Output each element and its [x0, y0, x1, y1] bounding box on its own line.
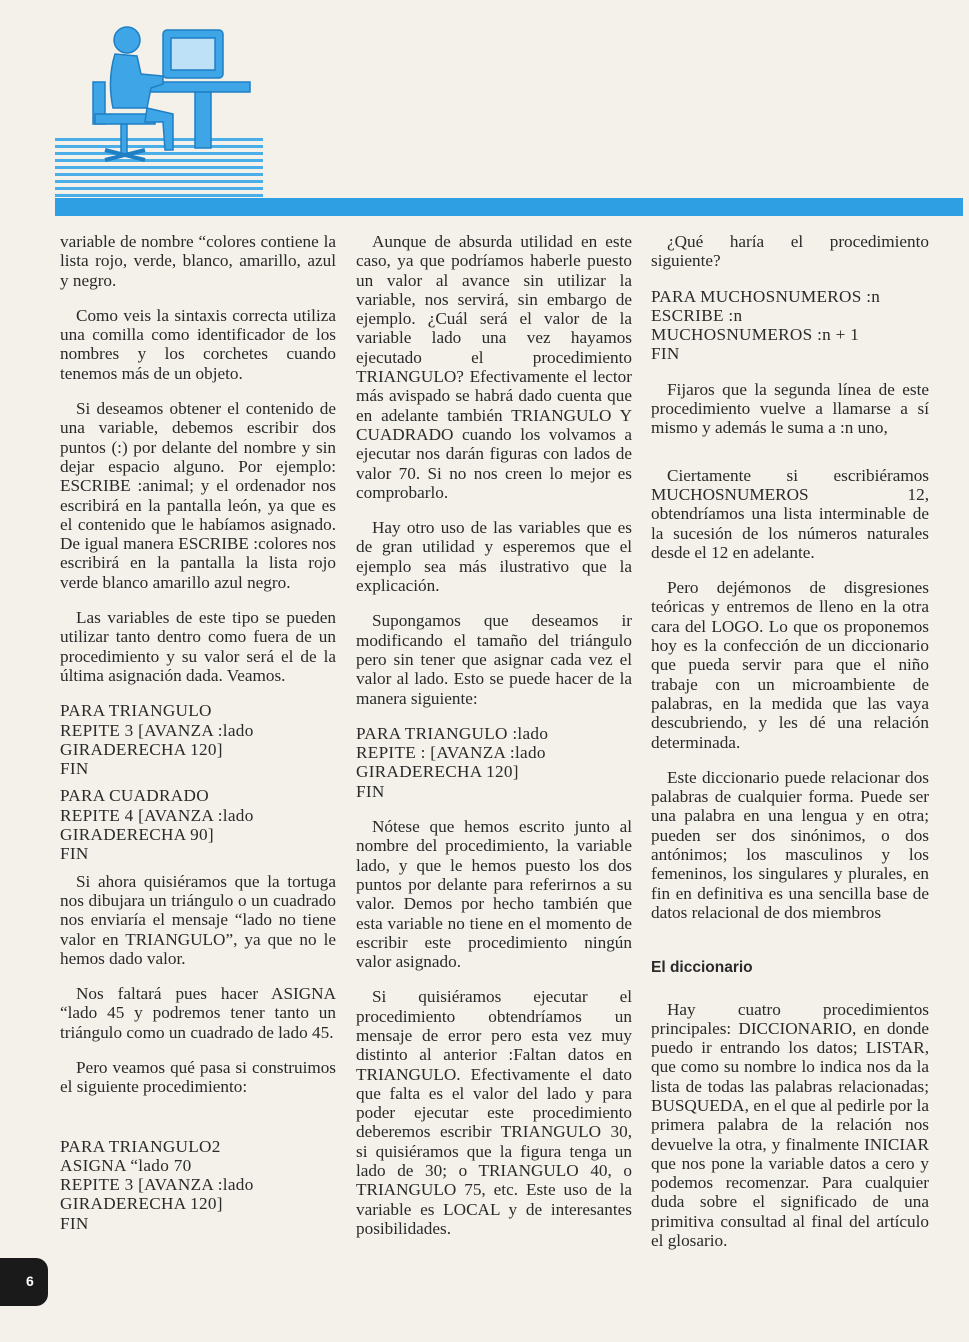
paragraph: Hay otro uso de las variables que es de gran utilidad y esperemos que el ejemplo sea más ilustrativo que la explicación. — [356, 518, 632, 596]
column-3 — [651, 232, 929, 1266]
paragraph: Fijaros que la segunda línea de este procedimiento vuelve a llamarse a sí mismo y además le suma a :n uno, — [651, 379, 929, 438]
code-block: PARA CUADRADO REPITE 4 [AVANZA :lado GIRADERECHA 90] FIN — [60, 786, 254, 864]
column-1 — [60, 232, 336, 1249]
column-2 — [356, 232, 632, 1254]
code-block: PARA TRIANGULO :lado REPITE : [AVANZA :lado GIRADERECHA 120] FIN — [356, 723, 549, 801]
paragraph: Ciertamente si escribiéramos MUCHOSNUMEROS 12, obtendríamos una lista interminable de la sucesión de los números naturales desde el 12 en adelante. — [651, 465, 929, 562]
paragraph: Aunque de absurda utilidad en este caso, ya que podríamos haberle puesto un valor al avance sin utilizar la variable, nos servirá, sin embargo de ejemplo. ¿Cuál será el valor de la variable lado una vez hayamos ejecutado el procedimiento TRIANGULO? Efectivamente el lector más avispado se habrá dado cuenta que en adelante también TRIANGULO Y CUADRADO cuando los volvamos a ejecutar nos darán figuras con lados de valor 70. Si no nos creen lo mejor es comprobarlo. — [356, 232, 632, 502]
paragraph: Pero veamos qué pasa si construimos el siguiente procedimiento: — [60, 1057, 336, 1097]
page-number: 6 — [26, 1273, 34, 1289]
paragraph: Nos faltará pues hacer ASIGNA “lado 45 y podremos tener tanto un triángulo como un cuadrado de lado 45. — [60, 984, 336, 1042]
header-band — [55, 198, 963, 216]
paragraph: Si quisiéramos ejecutar el procedimiento obtendríamos un mensaje de error pero esta vez muy distinto al anterior :Faltan datos en TRIANGULO. Efectivamente el dato que falta es el valor del lado y para poder ejecutar este procedimiento deberemos escribir TRIANGULO 30, si quisiéramos que la figura tenga un lado de 30; o TRIANGULO 40, o TRIANGULO 75, etc. Este uso de la variable es LOCAL y de interesantes posibilidades. — [356, 987, 632, 1238]
paragraph: ¿Qué haría el procedimiento siguiente? — [651, 232, 929, 271]
code-block: PARA MUCHOSNUMEROS :n ESCRIBE :n MUCHOSNUMEROS :n + 1 FIN — [651, 286, 881, 364]
paragraph: Si deseamos obtener el contenido de una variable, debemos escribir dos puntos (:) por delante del nombre y sin dejar espacio alguno. Por ejemplo: ESCRIBE :animal; y el ordenador nos escribirá en la pantalla león, ya que es el contenido que le habíamos asignado. De igual manera ESCRIBE :colores nos escribirá en la pantalla la lista rojo verde blanco amarillo azul negro. — [60, 399, 336, 592]
paragraph: Este diccionario puede relacionar dos palabras de cualquier forma. Puede ser una palabra en una lengua y en otra; pueden ser dos sinónimos, o dos antónimos; los masculinos y los femeninos, los singulares y plurales, en fin en definitiva es una sencilla base de datos relacional de dos miembros — [651, 767, 929, 922]
section-title: El diccionario — [651, 959, 753, 977]
computer-user-illustration — [55, 10, 265, 210]
page-number-tab — [0, 1258, 48, 1306]
paragraph: Como veis la sintaxis correcta utiliza una comilla como identificador de los nombres y los corchetes cuando tenemos más de un objeto. — [60, 305, 336, 383]
paragraph: Hay cuatro procedimientos principales: DICCIONARIO, en donde puedo ir entrando los datos; LISTAR, que como su nombre lo indica nos da la lista de todas las palabras relacionadas; BUSQUEDA, en el que al pedirle por la primera palabra de la relación nos devuelve la otra, y finalmente INICIAR que nos pone la variable datos a cero y podemos recomenzar. Para cualquier duda sobre el significado de una primitiva consultad al final del artículo el glosario. — [651, 999, 929, 1251]
paragraph: Supongamos que deseamos ir modificando el tamaño del triángulo pero sin tener que asignar cada vez el valor al lado. Esto se puede hacer de la manera siguiente: — [356, 611, 632, 708]
paragraph: Pero dejémonos de disgresiones teóricas y entremos de lleno en la otra cara del LOGO. Lo que os proponemos hoy es la confección de un diccionario que pueda servir para que el niño trabaje con un microambiente de palabras, en la medida que las vaya descubriendo, y les dé una relación determinada. — [651, 578, 929, 752]
code-block: PARA TRIANGULO REPITE 3 [AVANZA :lado GIRADERECHA 120] FIN — [60, 701, 254, 779]
paragraph: Las variables de este tipo se pueden utilizar tanto dentro como fuera de un procedimiento y su valor será el de la última asignación dada. Veamos. — [60, 608, 336, 685]
code-block: PARA TRIANGULO2 ASIGNA “lado 70 REPITE 3 [AVANZA :lado GIRADERECHA 120] FIN — [60, 1136, 254, 1233]
paragraph: Nótese que hemos escrito junto al nombre del procedimiento, la variable lado, y que le hemos puesto los dos puntos por delante para referirnos a su valor. Demos por hecho también que esta variable no tiene en el momento de escribir este procedimiento ningún valor asignado. — [356, 817, 632, 972]
paragraph: Si ahora quisiéramos que la tortuga nos dibujara un triángulo o un cuadrado nos enviaría el mensaje “lado no tiene valor en TRIANGULO”, ya que no le hemos dado valor. — [60, 871, 336, 968]
paragraph: variable de nombre “colores contiene la lista rojo, verde, blanco, amarillo, azul y negro. — [60, 232, 336, 290]
